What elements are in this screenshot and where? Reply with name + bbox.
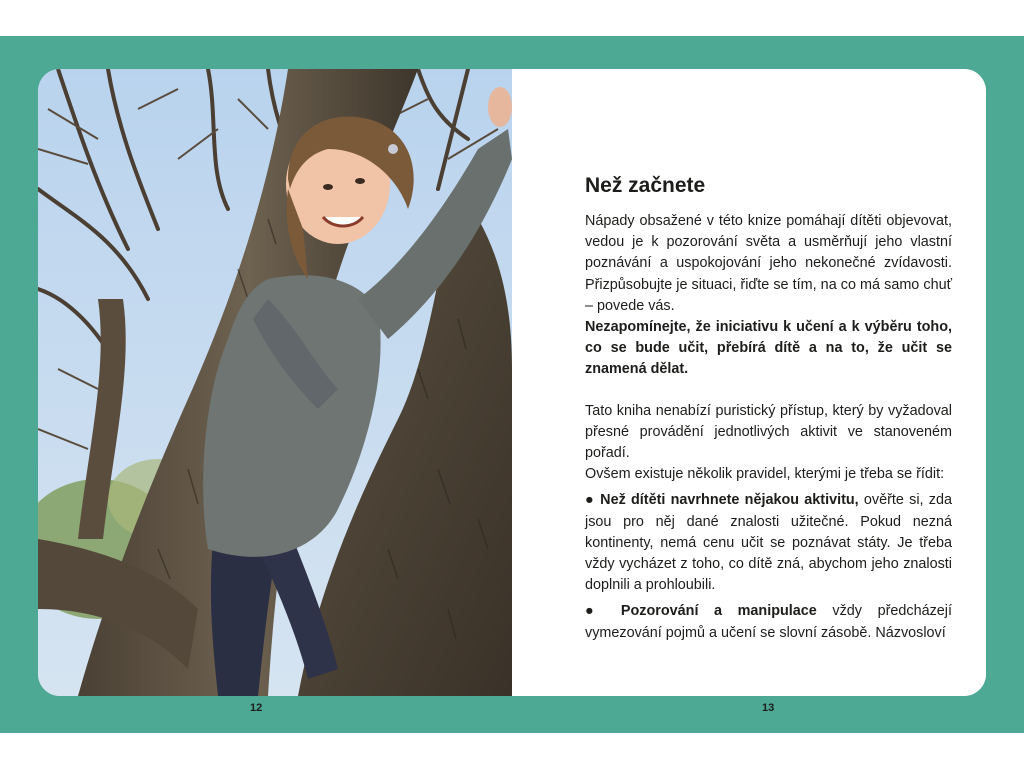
rule-bullet-2-text: vždy předcházejí vymezování pojmů a učení se slovní zásobě. Názvosloví (585, 603, 952, 641)
photo-illustration (38, 69, 512, 696)
child-climbing-tree-photo (38, 69, 512, 696)
text-page (512, 69, 986, 696)
text-column (585, 173, 952, 644)
approach-paragraph: Tato kniha nenabízí puristický přístup, který by vyžadoval přesné provádění jednotlivých aktivit ve stanoveném pořadí. (585, 402, 952, 462)
intro-paragraph: Nápady obsažené v této knize pomáhají dítěti objevovat, vedou je k pozorování světa a usměrňují jeho vlastní poznávání a uspokojování jeho nekonečné zvídavosti. Přizpůsobujte je situaci, řiďte se tím, na co má samo chuť – povede vás. (585, 213, 952, 314)
rule-bullet-1-lead: ● Než dítěti navrhnete nějakou aktivitu, (585, 492, 859, 509)
rule-bullet-1 (585, 490, 952, 596)
rule-bullet-2 (585, 601, 952, 643)
page-number-left: 12 (250, 702, 263, 714)
rule-bullet-2-lead: ● Pozorování a manipulace (585, 603, 817, 620)
page-number-right: 13 (762, 702, 775, 714)
page-heading: Než začnete (585, 174, 706, 197)
book-spread (38, 69, 986, 696)
rules-intro-paragraph: Ovšem existuje několik pravidel, kterými je třeba se řídit: (585, 466, 945, 483)
emphasis-paragraph: Nezapomínejte, že iniciativu k učení a k výběru toho, co se bude učit, přebírá dítě a na to, že učit se znamená dělat. (585, 319, 952, 378)
paragraph-spacer (585, 381, 952, 401)
rule-bullet-1-text: ověřte si, zda jsou pro něj dané znalosti užitečné. Pokud nezná kontinenty, nemá cenu učit se poznávat státy. Je třeba vždy vycházet z toho, co dítě zná, abychom jeho znalosti doplnili a prohloubili. (585, 492, 952, 594)
